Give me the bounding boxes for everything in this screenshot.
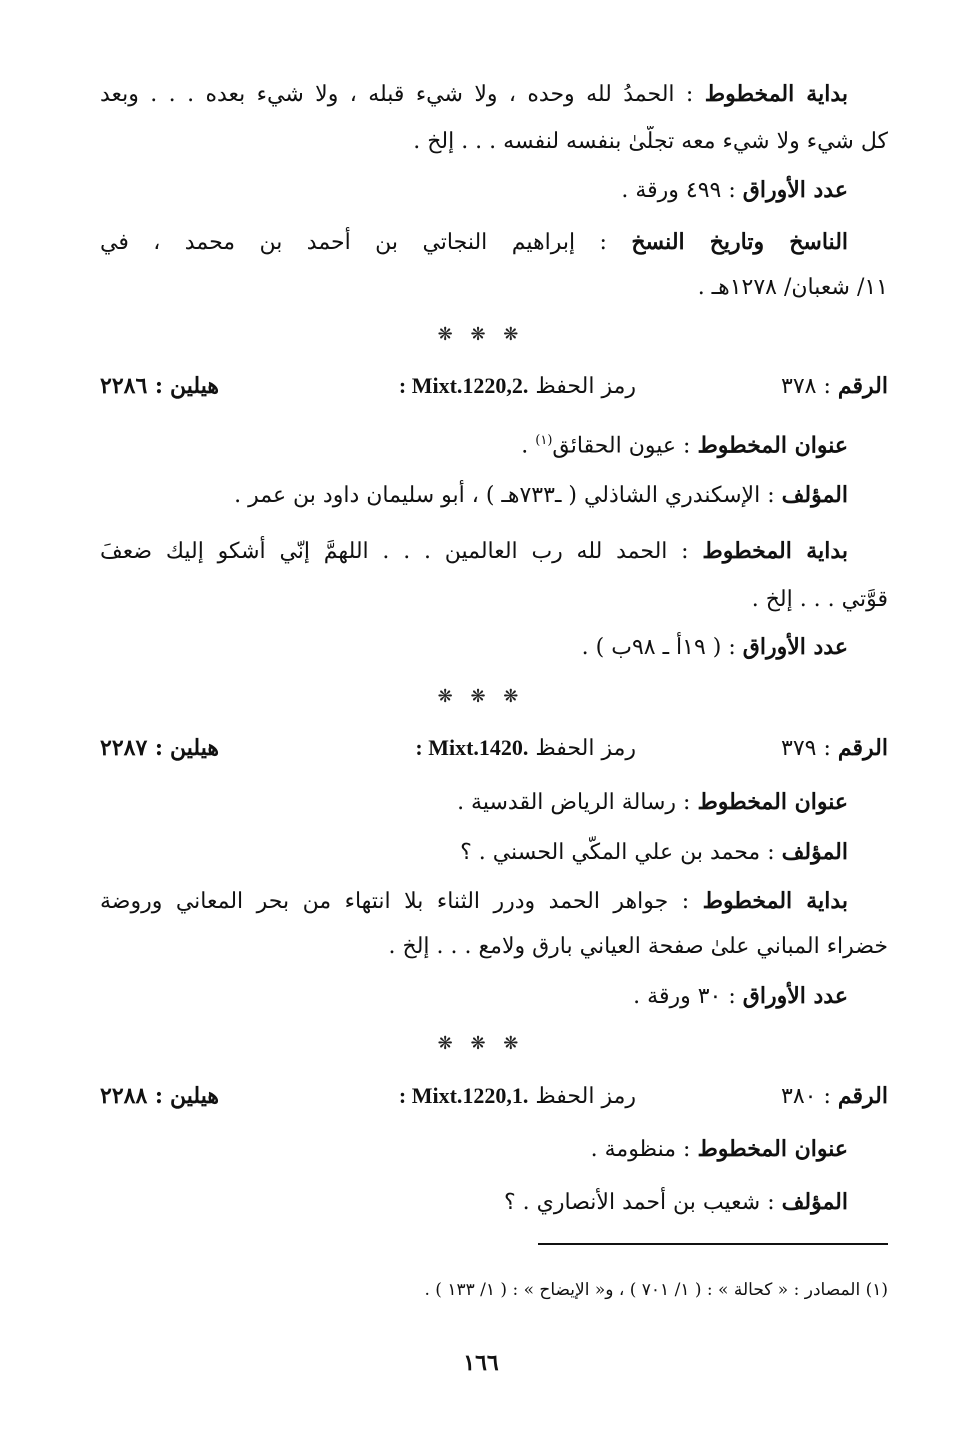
heilin-number [100, 369, 219, 404]
separator: ❋ ❋ ❋ [437, 324, 525, 345]
beginning-label: بداية المخطوط [702, 888, 849, 914]
title-label: عنوان المخطوط [697, 432, 848, 459]
entry-pages-line [100, 980, 888, 1013]
pages-value: : ٤٩٩ ورقة . [621, 178, 736, 203]
title-label: عنوان المخطوط [697, 1136, 848, 1162]
footnote-ref: (١) [535, 433, 553, 448]
heilin-label: هيلين [170, 373, 219, 399]
beginning-text: : الحمد لله رب العالمين . . . اللهمَّ إنّي أشكو إليك ضعفَ [100, 539, 689, 564]
title-end: . [521, 433, 536, 459]
heilin-value: : ٢٢٨٦ [100, 373, 164, 399]
entry-beginning-line-2: خضراء المباني علىٰ صفحة العياني بارق ولامع . . . إلخ . [388, 934, 888, 959]
entry-number [781, 369, 888, 404]
title-value: : منظومة . [590, 1137, 691, 1162]
beginning-label: بداية المخطوط [702, 538, 848, 564]
number-value: : ٣٧٩ [781, 736, 831, 761]
code-value: : Mixt.1220,1. [398, 1083, 529, 1108]
title-label: عنوان المخطوط [697, 789, 848, 815]
prev-beginning-line-1 [100, 78, 888, 111]
prev-copyist-line-2: ١١/ شعبان/ ١٢٧٨هـ . [697, 275, 888, 300]
code-label: رمز الحفظ [535, 374, 636, 399]
entry-title-line [100, 1133, 888, 1166]
storage-code [399, 369, 636, 404]
footnote-rule [538, 1243, 888, 1245]
pages-label: عدد الأوراق [742, 634, 848, 660]
title-value: : رسالة الرياض القدسية . [457, 790, 691, 815]
heilin-number [100, 731, 219, 766]
heilin-label: هيلين [170, 735, 219, 761]
pages-label: عدد الأوراق [742, 983, 848, 1009]
number-label: الرقم [837, 1083, 888, 1109]
code-value: : Mixt.1420. [415, 735, 529, 760]
number-label: الرقم [837, 373, 888, 399]
prev-pages-line [100, 174, 888, 207]
entry-meta-row [100, 731, 888, 765]
prev-copyist-line-1 [100, 226, 888, 259]
entry-title-line [100, 786, 888, 819]
title-value: : عيون الحقائق [552, 433, 691, 459]
code-value: : Mixt.1220,2. [398, 373, 529, 398]
heilin-label: هيلين [170, 1083, 219, 1109]
author-label: المؤلف [781, 1189, 848, 1215]
code-label: رمز الحفظ [535, 736, 636, 761]
entry-beginning-line-1 [100, 535, 888, 568]
heilin-value: : ٢٢٨٧ [100, 735, 164, 761]
author-label: المؤلف [781, 839, 848, 865]
entry-author-line [100, 1186, 888, 1219]
pages-value: : ( ١٩أ ـ ٩٨ب ) . [581, 635, 736, 660]
pages-label: عدد الأوراق [742, 177, 848, 203]
entry-pages-line [100, 631, 888, 664]
number-value: : ٣٧٨ [781, 374, 831, 399]
number-value: : ٣٨٠ [781, 1084, 831, 1109]
entry-beginning-line-2: قوَّتي . . . إلخ . [751, 587, 888, 612]
author-value: : محمد بن علي المكّي الحسني . ؟ [460, 840, 775, 865]
prev-beginning-line-2: كل شيء ولا شيء معه تجلّىٰ بنفسه لنفسه . . . إلخ . [413, 129, 888, 154]
beginning-text: : الحمدُ لله وحده ، ولا شيء قبله ، ولا شيء بعده . . . وبعد [100, 82, 694, 107]
page-number: ١٦٦ [463, 1350, 499, 1376]
entry-meta-row [100, 1079, 888, 1113]
copyist-label: الناسخ وتاريخ النسخ [631, 229, 849, 255]
beginning-label: بداية المخطوط [704, 81, 848, 107]
heilin-number [100, 1079, 219, 1114]
pages-value: : ٣٠ ورقة . [633, 984, 736, 1009]
author-label: المؤلف [781, 482, 848, 508]
entry-beginning-line-1 [100, 885, 888, 918]
storage-code [399, 1079, 636, 1114]
storage-code [415, 731, 636, 766]
footnote: (١) المصادر : « كحالة » : ( ١/ ٧٠١ ) ، و« الإيضاح » : ( ١/ ١٣٣ ) . [424, 1280, 888, 1300]
entry-meta-row [100, 369, 888, 403]
separator: ❋ ❋ ❋ [437, 686, 525, 707]
code-label: رمز الحفظ [535, 1084, 636, 1109]
separator: ❋ ❋ ❋ [437, 1033, 525, 1054]
entry-number [781, 731, 888, 766]
copyist-text: : إبراهيم النجاتي بن أحمد بن محمد ، في [100, 230, 607, 255]
entry-author-line [100, 479, 888, 512]
entry-title-line [100, 425, 888, 462]
entry-author-line [100, 836, 888, 869]
number-label: الرقم [837, 735, 888, 761]
author-value: : الإسكندري الشاذلي ( ـ٧٣٣هـ ) ، أبو سليمان داود بن عمر . [234, 483, 775, 508]
heilin-value: : ٢٢٨٨ [100, 1083, 164, 1109]
entry-number [781, 1079, 888, 1114]
beginning-text: : جواهر الحمد ودرر الثناء بلا انتهاء من بحر المعاني وروضة [100, 889, 690, 914]
author-value: : شعيب بن أحمد الأنصاري . ؟ [504, 1190, 775, 1215]
